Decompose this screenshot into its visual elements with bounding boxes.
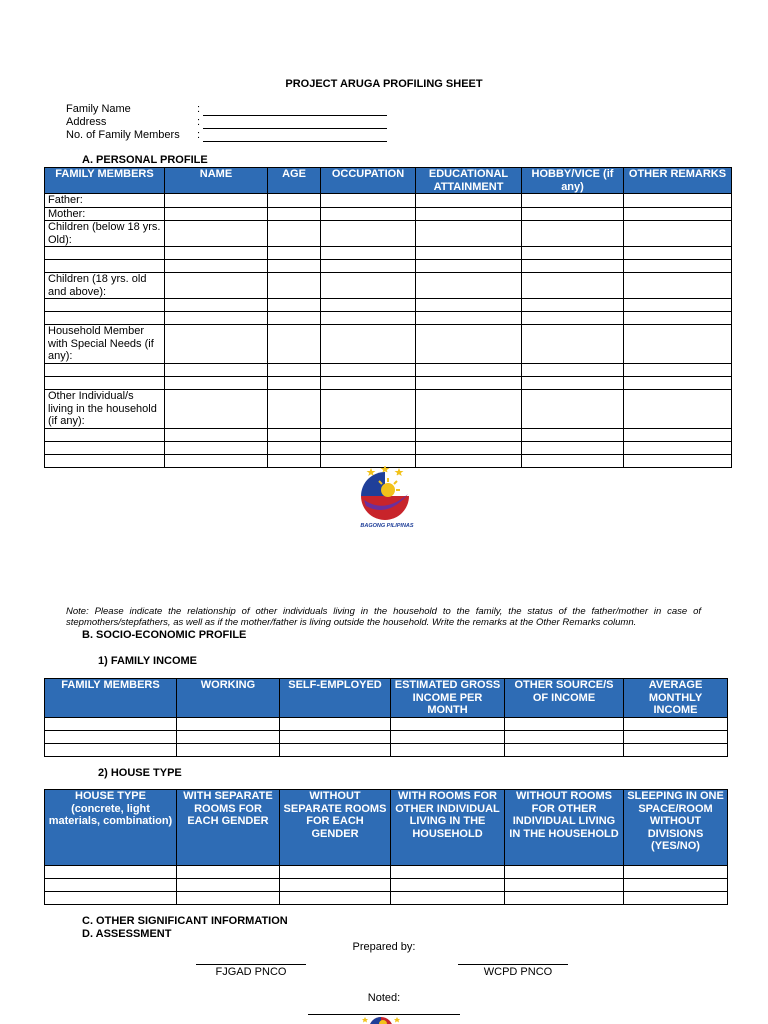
cell[interactable]	[522, 364, 624, 377]
cell[interactable]	[268, 312, 321, 325]
cell[interactable]	[522, 312, 624, 325]
table-row	[45, 442, 732, 455]
table-row	[45, 194, 732, 208]
cell[interactable]	[177, 717, 280, 730]
house-type-title: 2) HOUSE TYPE	[98, 767, 182, 779]
logo-text: BAGONG PILIPINAS	[360, 523, 414, 529]
cell[interactable]	[165, 312, 268, 325]
cell[interactable]	[505, 743, 624, 756]
cell[interactable]	[165, 364, 268, 377]
cell[interactable]	[177, 866, 280, 879]
col-hobby-vice: HOBBY/VICE (if any)	[522, 168, 624, 194]
cell[interactable]	[177, 743, 280, 756]
cell[interactable]	[391, 892, 505, 905]
cell[interactable]	[321, 221, 416, 247]
table-row	[45, 892, 728, 905]
cell[interactable]	[416, 312, 522, 325]
col-self-employed: SELF-EMPLOYED	[280, 679, 391, 718]
cell[interactable]	[165, 377, 268, 390]
cell[interactable]	[280, 730, 391, 743]
cell[interactable]	[321, 247, 416, 260]
bagong-pilipinas-logo	[352, 466, 422, 528]
cell[interactable]	[165, 194, 268, 208]
cell[interactable]	[624, 442, 732, 455]
row-label: Other Individual/s living in the household (if any):	[45, 390, 165, 429]
cell[interactable]	[624, 207, 732, 221]
cell[interactable]	[268, 325, 321, 364]
table-row	[45, 299, 732, 312]
col-family-members: FAMILY MEMBERS	[45, 168, 165, 194]
address-row	[66, 116, 201, 129]
cell[interactable]	[45, 866, 177, 879]
cell[interactable]	[165, 273, 268, 299]
cell[interactable]	[165, 429, 268, 442]
cell[interactable]	[416, 260, 522, 273]
cell[interactable]	[321, 312, 416, 325]
cell[interactable]	[268, 194, 321, 208]
col-estimated-gross-income: ESTIMATED GROSS INCOME PER MONTH	[391, 679, 505, 718]
cell[interactable]	[505, 730, 624, 743]
cell[interactable]	[165, 325, 268, 364]
table-row	[45, 377, 732, 390]
family-income-body	[45, 717, 728, 756]
cell[interactable]	[624, 717, 728, 730]
col-with-rooms-other: WITH ROOMS FOR OTHER INDIVIDUAL LIVING IN THE HOUSEHOLD	[391, 790, 505, 866]
cell[interactable]	[177, 879, 280, 892]
table-row	[45, 325, 732, 364]
cell[interactable]	[391, 866, 505, 879]
left-signatory-label: FJGAD PNCO	[215, 966, 287, 978]
col-house-type: HOUSE TYPE (concrete, light materials, combination)	[45, 790, 177, 866]
cell[interactable]	[268, 429, 321, 442]
family-members-count-row	[66, 129, 201, 142]
cell[interactable]	[321, 299, 416, 312]
col-name: NAME	[165, 168, 268, 194]
col-age: AGE	[268, 168, 321, 194]
table-row	[45, 312, 732, 325]
cell[interactable]	[522, 390, 624, 429]
cell[interactable]	[416, 442, 522, 455]
cell[interactable]	[45, 879, 177, 892]
house-type-table	[44, 789, 728, 905]
family-name-field[interactable]	[203, 103, 387, 116]
cell[interactable]	[416, 299, 522, 312]
cell[interactable]	[321, 429, 416, 442]
address-field[interactable]	[203, 116, 387, 129]
cell[interactable]	[624, 325, 732, 364]
col-with-separate-rooms: WITH SEPARATE ROOMS FOR EACH GENDER	[177, 790, 280, 866]
section-c-title: C. OTHER SIGNIFICANT INFORMATION	[82, 915, 288, 927]
cell[interactable]	[268, 207, 321, 221]
family-members-count-label: No. of Family Members	[66, 129, 180, 141]
cell[interactable]	[268, 377, 321, 390]
cell[interactable]	[416, 377, 522, 390]
section-d-title: D. ASSESSMENT	[82, 928, 172, 940]
table-row	[45, 717, 728, 730]
cell[interactable]	[321, 194, 416, 208]
cell[interactable]	[624, 730, 728, 743]
cell[interactable]	[522, 260, 624, 273]
cell[interactable]	[416, 273, 522, 299]
cell[interactable]	[177, 892, 280, 905]
right-signature-line[interactable]	[458, 964, 568, 965]
cell[interactable]	[280, 879, 391, 892]
cell[interactable]	[321, 260, 416, 273]
cell[interactable]	[624, 260, 732, 273]
table-row	[45, 743, 728, 756]
cell[interactable]	[522, 377, 624, 390]
cell[interactable]	[522, 429, 624, 442]
row-label	[45, 455, 165, 468]
cell[interactable]	[268, 455, 321, 468]
cell[interactable]	[268, 273, 321, 299]
cell[interactable]	[624, 743, 728, 756]
section-b-title: B. SOCIO-ECONOMIC PROFILE	[82, 629, 247, 641]
cell[interactable]	[522, 325, 624, 364]
cell[interactable]	[522, 194, 624, 208]
cell[interactable]	[522, 299, 624, 312]
cell[interactable]	[416, 455, 522, 468]
col-occupation: OCCUPATION	[321, 168, 416, 194]
cell[interactable]	[165, 207, 268, 221]
family-name-colon: :	[197, 103, 201, 115]
table-row	[45, 273, 732, 299]
table-row	[45, 247, 732, 260]
row-label	[45, 260, 165, 273]
cell[interactable]	[268, 390, 321, 429]
col-working: WORKING	[177, 679, 280, 718]
row-label: Father:	[45, 194, 165, 208]
row-label	[45, 247, 165, 260]
cell[interactable]	[45, 717, 177, 730]
cell[interactable]	[321, 273, 416, 299]
cell[interactable]	[165, 390, 268, 429]
cell[interactable]	[268, 260, 321, 273]
logo-emblem-icon	[352, 466, 422, 520]
cell[interactable]	[321, 377, 416, 390]
cell[interactable]	[522, 207, 624, 221]
left-signature-line[interactable]	[196, 964, 306, 965]
noted-label: Noted:	[367, 992, 401, 1004]
cell[interactable]	[280, 743, 391, 756]
cell[interactable]	[624, 390, 732, 429]
page-title: PROJECT ARUGA PROFILING SHEET	[285, 78, 483, 90]
personal-profile-table	[44, 167, 732, 468]
row-label: Children (below 18 yrs. Old):	[45, 221, 165, 247]
cell[interactable]	[416, 247, 522, 260]
row-label	[45, 299, 165, 312]
cell[interactable]	[165, 442, 268, 455]
cell[interactable]	[165, 247, 268, 260]
cell[interactable]	[416, 207, 522, 221]
section-a-title: A. PERSONAL PROFILE	[82, 154, 208, 166]
cell[interactable]	[624, 892, 728, 905]
right-signatory-label: WCPD PNCO	[483, 966, 553, 978]
col-without-separate-rooms: WITHOUT SEPARATE ROOMS FOR EACH GENDER	[280, 790, 391, 866]
row-label	[45, 364, 165, 377]
cell[interactable]	[321, 442, 416, 455]
cell[interactable]	[624, 221, 732, 247]
row-label: Mother:	[45, 207, 165, 221]
cell[interactable]	[416, 429, 522, 442]
cell[interactable]	[624, 247, 732, 260]
cell[interactable]	[416, 221, 522, 247]
cell[interactable]	[624, 866, 728, 879]
table-row	[45, 364, 732, 377]
cell[interactable]	[624, 879, 728, 892]
cell[interactable]	[522, 442, 624, 455]
col-educational-attainment: EDUCATIONAL ATTAINMENT	[416, 168, 522, 194]
table-row	[45, 207, 732, 221]
cell[interactable]	[522, 273, 624, 299]
cell[interactable]	[165, 260, 268, 273]
row-label	[45, 442, 165, 455]
row-label: Household Member with Special Needs (if any):	[45, 325, 165, 364]
cell[interactable]	[268, 442, 321, 455]
cell[interactable]	[177, 730, 280, 743]
cell[interactable]	[280, 866, 391, 879]
cell[interactable]	[391, 743, 505, 756]
house-type-body	[45, 866, 728, 905]
row-label: Children (18 yrs. old and above):	[45, 273, 165, 299]
family-income-title: 1) FAMILY INCOME	[98, 655, 198, 667]
col-sleeping-one-space: SLEEPING IN ONE SPACE/ROOM WITHOUT DIVISIONS (YES/NO)	[624, 790, 728, 866]
table-row	[45, 879, 728, 892]
table-row	[45, 730, 728, 743]
note-text: Note: Please indicate the relationship of other individuals living in the household to the family, the status of the father/mother in case of stepmothers/stepfathers, as well as if the mother/father is living outside the household. Write the remarks at the Other Remarks column.	[66, 606, 701, 628]
logo-emblem-icon	[356, 1015, 406, 1024]
bottom-logo-fragment	[356, 1015, 406, 1024]
cell[interactable]	[165, 455, 268, 468]
cell[interactable]	[624, 299, 732, 312]
cell[interactable]	[165, 299, 268, 312]
cell[interactable]	[416, 194, 522, 208]
row-label	[45, 377, 165, 390]
col-average-monthly-income: AVERAGE MONTHLY INCOME	[624, 679, 728, 718]
prepared-by-label: Prepared by:	[352, 941, 416, 953]
cell[interactable]	[280, 717, 391, 730]
table-row	[45, 429, 732, 442]
family-name-row	[66, 103, 201, 116]
cell[interactable]	[522, 455, 624, 468]
cell[interactable]	[624, 312, 732, 325]
cell[interactable]	[391, 879, 505, 892]
cell[interactable]	[45, 892, 177, 905]
cell[interactable]	[522, 221, 624, 247]
cell[interactable]	[268, 247, 321, 260]
cell[interactable]	[416, 390, 522, 429]
cell[interactable]	[505, 717, 624, 730]
col-other-remarks: OTHER REMARKS	[624, 168, 732, 194]
cell[interactable]	[321, 207, 416, 221]
cell[interactable]	[280, 892, 391, 905]
cell[interactable]	[522, 247, 624, 260]
address-colon: :	[197, 116, 201, 128]
cell[interactable]	[268, 299, 321, 312]
cell[interactable]	[321, 325, 416, 364]
table-row	[45, 221, 732, 247]
cell[interactable]	[624, 273, 732, 299]
cell[interactable]	[268, 364, 321, 377]
col-other-sources: OTHER SOURCE/S OF INCOME	[505, 679, 624, 718]
table-row	[45, 390, 732, 429]
family-members-count-field[interactable]	[203, 129, 387, 142]
cell[interactable]	[624, 194, 732, 208]
row-label	[45, 312, 165, 325]
cell[interactable]	[624, 455, 732, 468]
personal-profile-body	[45, 194, 732, 468]
cell[interactable]	[505, 866, 624, 879]
family-income-table	[44, 678, 728, 757]
family-name-label: Family Name	[66, 103, 131, 115]
cell[interactable]	[416, 364, 522, 377]
family-members-count-colon: :	[197, 129, 201, 141]
address-label: Address	[66, 116, 107, 128]
cell[interactable]	[624, 429, 732, 442]
cell[interactable]	[505, 879, 624, 892]
cell[interactable]	[505, 892, 624, 905]
cell[interactable]	[45, 730, 177, 743]
table-row	[45, 866, 728, 879]
cell[interactable]	[624, 377, 732, 390]
cell[interactable]	[321, 364, 416, 377]
cell[interactable]	[391, 717, 505, 730]
col-without-rooms-other: WITHOUT ROOMS FOR OTHER INDIVIDUAL LIVING IN THE HOUSEHOLD	[505, 790, 624, 866]
cell[interactable]	[416, 325, 522, 364]
row-label	[45, 429, 165, 442]
cell[interactable]	[321, 390, 416, 429]
cell[interactable]	[165, 221, 268, 247]
cell[interactable]	[45, 743, 177, 756]
cell[interactable]	[624, 364, 732, 377]
table-row	[45, 260, 732, 273]
cell[interactable]	[268, 221, 321, 247]
col-family-members: FAMILY MEMBERS	[45, 679, 177, 718]
cell[interactable]	[391, 730, 505, 743]
